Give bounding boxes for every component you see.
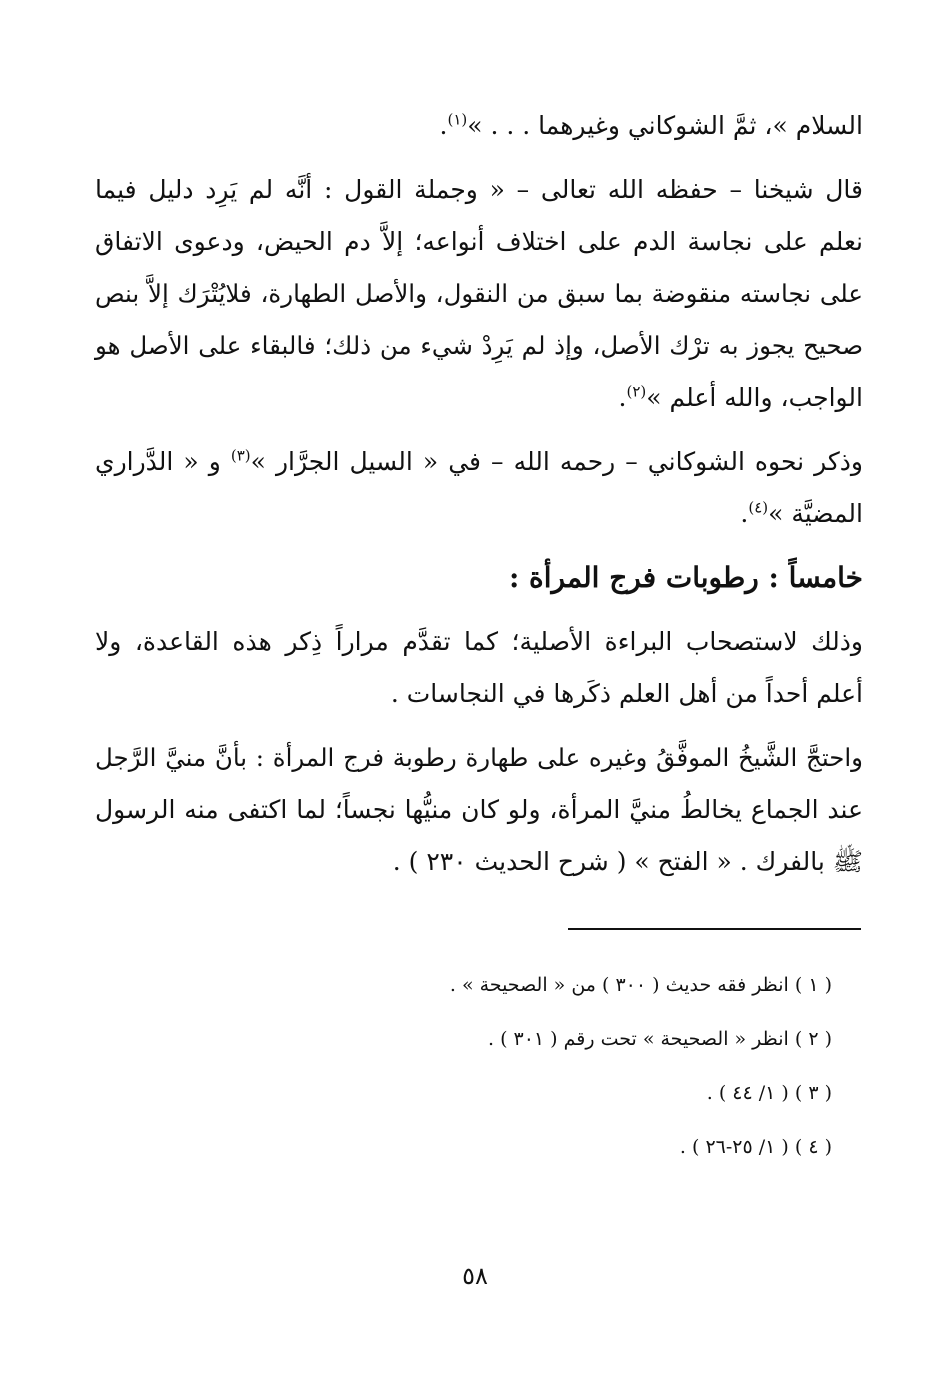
paragraph-line: أعلم أحداً من أهل العلم ذكَرها في النجاسات . [390, 679, 863, 708]
paragraph-line [95, 100, 863, 152]
page-number: ٥٨ [462, 1262, 488, 1290]
paragraph-line: واحتجَّ الشَّيخُ الموفَّقُ وغيره على طهارة رطوبة فرج المرأة : بأنَّ منيَّ الرَّجل [95, 743, 863, 772]
paragraph-line: على نجاسته منقوضة بما سبق من النقول، والأصل الطهارة، فلايُتْرَك إلاَّ بنص [95, 279, 863, 308]
paragraph-line: نعلم على نجاسة الدم على اختلاف أنواعه؛ إلاَّ دم الحيض، ودعوى الاتفاق [95, 227, 863, 256]
line-text: الواجب، والله أعلم » [646, 383, 863, 412]
main-text [95, 100, 863, 888]
paragraph-line [95, 372, 863, 424]
paragraph-line [95, 488, 863, 540]
footnote-ref[interactable]: (١) [447, 110, 468, 129]
footnote-ref[interactable]: (٤) [748, 498, 769, 517]
line-text: وذكر نحوه الشوكاني – رحمه الله – في « السيل الجرَّار » [250, 447, 863, 476]
section-heading: خامساً : رطوبات فرج المرأة : [508, 561, 863, 594]
footnote-item: ( ١ ) انظر فقه حديث ( ٣٠٠ ) من « الصحيحة » . [449, 974, 832, 996]
footnote-ref[interactable]: (٣) [230, 446, 251, 465]
line-text: المضيَّة » [768, 499, 863, 528]
footnote-divider [568, 928, 861, 930]
paragraph-line: قال شيخنا – حفظه الله تعالى – « وجملة القول : أنَّه لم يَرِد دليل فيما [95, 175, 863, 204]
paragraph-line: وذلك لاستصحاب البراءة الأصلية؛ كما تقدَّم مراراً ذِكر هذه القاعدة، ولا [95, 627, 863, 656]
footnote-ref[interactable]: (٢) [626, 382, 647, 401]
footnote-item: ( ٢ ) انظر « الصحيحة » تحت رقم ( ٣٠١ ) . [487, 1028, 832, 1050]
line-end: . [740, 499, 749, 528]
paragraph-line [95, 436, 863, 488]
line-text: السلام »، ثمَّ الشوكاني وغيرهما . . . » [467, 111, 863, 140]
paragraph-line: صحيح يجوز به ترْك الأصل، وإذ لم يَرِدْ شيء من ذلك؛ فالبقاء على الأصل هو [95, 331, 863, 360]
line-end: . [618, 383, 627, 412]
paragraph-line: عند الجماع يخالطُ منيَّ المرأة، ولو كان منيُّها نجساً؛ لما اكتفى منه الرسول [95, 795, 863, 824]
footnotes [300, 958, 832, 1174]
footnote-item: ( ٤ ) ( ١/ ٢٥-٢٦ ) . [679, 1136, 832, 1158]
line-end: . [439, 111, 448, 140]
paragraph-line: ﷺ بالفرك . « الفتح » ( شرح الحديث ٢٣٠ ) . [392, 847, 863, 876]
footnote-item: ( ٣ ) ( ١/ ٤٤ ) . [706, 1082, 832, 1104]
line-text: و « الدَّراري [95, 447, 231, 476]
